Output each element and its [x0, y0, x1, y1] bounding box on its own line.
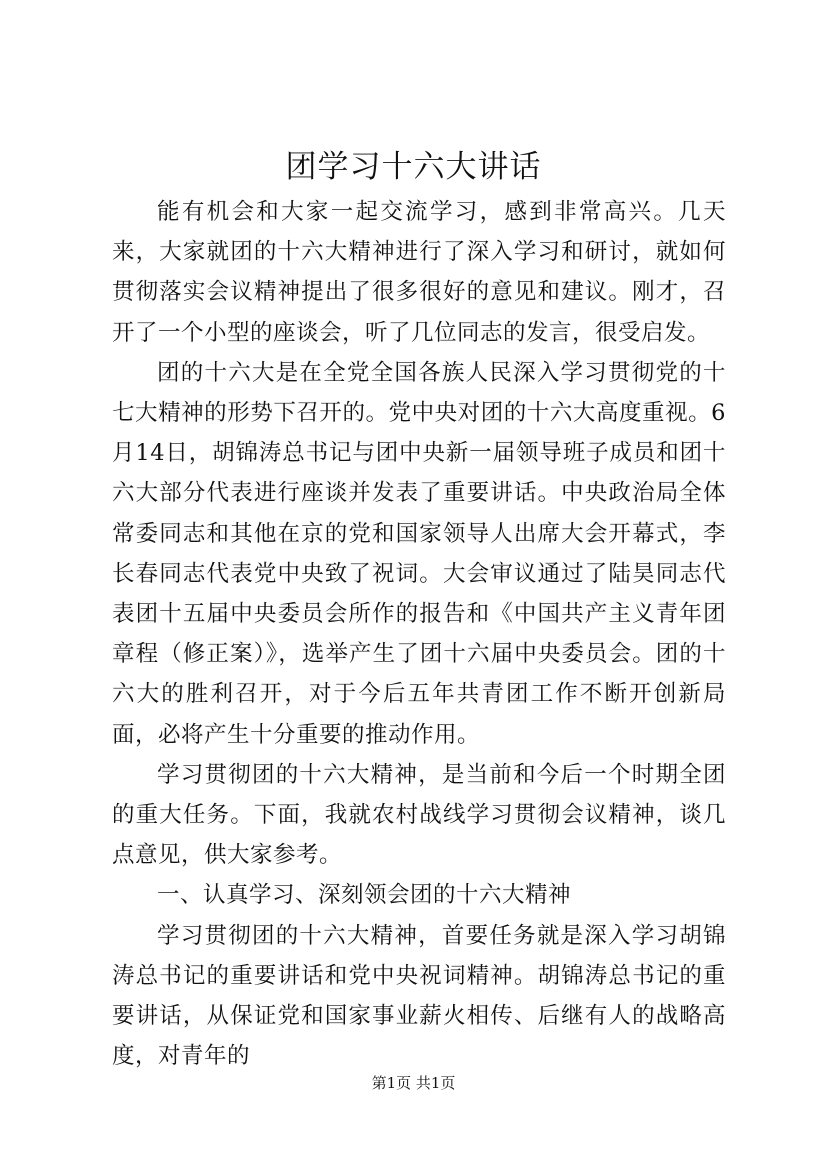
section-heading: 一、认真学习、深刻领会团的十六大精神: [157, 882, 572, 909]
paragraph-section-one: 学习贯彻团的十六大精神，首要任务就是深入学习胡锦涛总书记的重要讲话和党中央祝词精神。胡锦涛总书记的重要讲话，从保证党和国家事业薪火相传、后继有人的战略高度，对青年的: [112, 922, 726, 1070]
paragraph-congress: 团的十六大是在全党全国各族人民深入学习贯彻党的十七大精神的形势下召开的。党中央对团的十六大高度重视。6月14日，胡锦涛总书记与团中央新一届领导班子成员和团十六大部分代表进行座谈并发表了重要讲话。中央政治局全体常委同志和其他在京的党和国家领导人出席大会开幕式，李长春同志代表党中央致了祝词。大会审议通过了陆昊同志代表团十五届中央委员会所作的报告和《中国共产主义青年团章程（修正案）》，选举产生了团十六届中央委员会。团的十六大的胜利召开，对于今后五年共青团工作不断开创新局面，必将产生十分重要的推动作用。: [112, 359, 726, 748]
paragraph-intro: 能有机会和大家一起交流学习，感到非常高兴。几天来，大家就团的十六大精神进行了深入学习和研讨，就如何贯彻落实会议精神提出了很多很好的意见和建议。刚才，召开了一个小型的座谈会，听了几位同志的发言，很受启发。: [112, 199, 726, 346]
page-footer: 第1页 共1页: [371, 1074, 456, 1092]
document-body: [112, 192, 726, 1076]
paragraph-task: 学习贯彻团的十六大精神，是当前和今后一个时期全团的重大任务。下面，我就农村战线学习贯彻会议精神，谈几点意见，供大家参考。: [112, 761, 726, 869]
document-title: 团学习十六大讲话: [285, 149, 542, 185]
